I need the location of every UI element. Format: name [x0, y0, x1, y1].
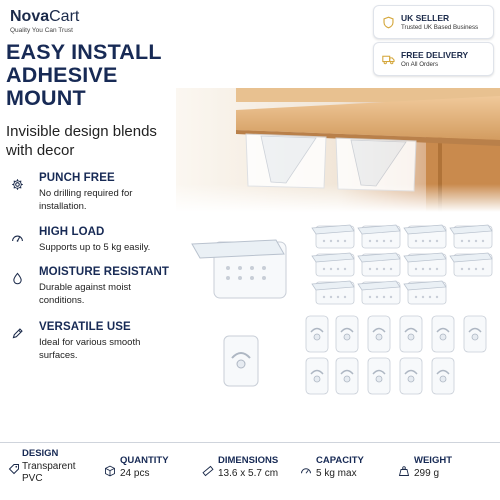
brand-logo	[10, 8, 79, 34]
feature-title: PUNCH FREE	[39, 172, 115, 184]
spec-label: WEIGHT	[414, 455, 452, 466]
hook-item	[400, 358, 422, 394]
badge-title: UK SELLER	[401, 13, 450, 23]
droplet-icon	[8, 269, 26, 287]
spec-value: 5 kg max	[316, 468, 357, 479]
title-line: EASY INSTALL	[6, 40, 162, 64]
gear-icon	[8, 175, 26, 193]
truck-icon	[382, 53, 395, 66]
hook-item	[432, 358, 454, 394]
spec-design	[8, 448, 78, 485]
hook-item	[336, 358, 358, 394]
feature-punch-free	[6, 172, 186, 213]
shield-icon	[382, 16, 395, 29]
hook-item	[464, 316, 486, 352]
spec-capacity	[300, 455, 364, 480]
uk-seller-badge	[373, 5, 494, 39]
badge-title: FREE DELIVERY	[401, 50, 469, 60]
brand-name-bold: Nova	[10, 8, 50, 25]
tag-icon	[8, 462, 20, 474]
bracket-item	[312, 253, 354, 276]
spec-value: 24 pcs	[120, 468, 150, 479]
bracket-item	[450, 225, 492, 248]
hook-item	[400, 316, 422, 352]
spec-quantity	[104, 455, 169, 480]
bracket-item	[404, 225, 446, 248]
bracket-item	[358, 281, 400, 304]
spec-value: 299 g	[414, 468, 440, 479]
feature-versatile-use	[6, 321, 186, 362]
title-line: MOUNT	[6, 86, 86, 110]
bracket-item	[450, 253, 492, 276]
brand-tagline: Quality You Can Trust	[10, 27, 73, 34]
subheadline-line: with decor	[6, 142, 75, 159]
badge-subtitle: On All Orders	[401, 61, 439, 68]
speedometer-icon	[300, 464, 312, 476]
hook-item	[368, 358, 390, 394]
pencil-icon	[8, 324, 26, 342]
title-line: ADHESIVE	[6, 63, 118, 87]
feature-title: VERSATILE USE	[39, 321, 131, 333]
bracket-item	[404, 281, 446, 304]
product-images	[176, 212, 500, 442]
spec-label: DIMENSIONS	[218, 455, 279, 466]
free-delivery-badge	[373, 42, 494, 76]
hook-grid	[306, 316, 486, 394]
feature-title: HIGH LOAD	[39, 226, 105, 238]
brand-name-rest: Cart	[49, 8, 80, 25]
weight-icon	[398, 464, 410, 476]
brand-name	[10, 8, 79, 26]
feature-desc: Supports up to 5 kg easily.	[39, 242, 151, 253]
lifestyle-photo	[176, 88, 500, 212]
badge-subtitle: Trusted UK Based Business	[401, 24, 479, 31]
spec-label: QUANTITY	[120, 455, 169, 466]
feature-moisture-resistant	[6, 266, 186, 307]
spec-dimensions	[202, 455, 278, 480]
bracket-item	[404, 253, 446, 276]
box-icon	[104, 464, 116, 476]
feature-high-load	[6, 226, 186, 254]
hook-item	[306, 316, 328, 352]
feature-desc: No drilling required for installation.	[39, 188, 133, 212]
gauge-icon	[8, 229, 26, 247]
bracket-item	[358, 253, 400, 276]
spec-label: DESIGN	[22, 448, 59, 459]
hook-item	[306, 358, 328, 394]
hook-item	[432, 316, 454, 352]
subheadline-line: Invisible design blends	[6, 123, 157, 140]
divider	[0, 442, 500, 443]
feature-title: MOISTURE RESISTANT	[39, 266, 170, 278]
spec-value: 13.6 x 5.7 cm	[218, 468, 279, 479]
hook-item	[336, 316, 358, 352]
spec-weight	[398, 455, 452, 480]
bracket-large	[192, 240, 286, 298]
spec-label: CAPACITY	[316, 455, 364, 466]
feature-desc: Durable against moist conditions.	[39, 282, 131, 306]
bracket-item	[312, 225, 354, 248]
bracket-item	[312, 281, 354, 304]
bracket-grid	[312, 225, 492, 304]
feature-desc: Ideal for various smooth surfaces.	[39, 337, 141, 361]
ruler-icon	[202, 464, 214, 476]
subheadline	[6, 122, 176, 160]
hook-large	[224, 336, 258, 386]
page-title	[6, 41, 176, 110]
spec-value: Transparent PVC	[22, 461, 76, 484]
hook-item	[368, 316, 390, 352]
bracket-item	[358, 225, 400, 248]
